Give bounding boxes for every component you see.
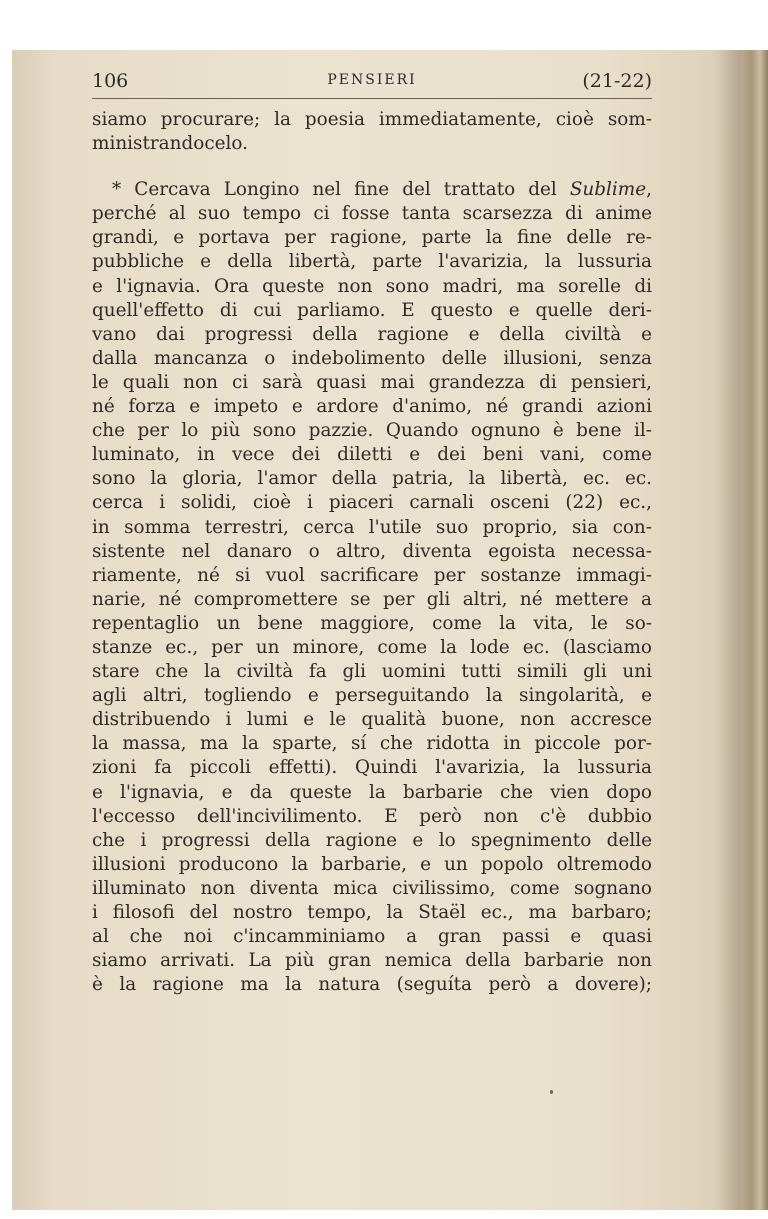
text-line: narie, né compromettere se per gli altri, né mettere a [92, 588, 652, 610]
text-line: agli altri, togliendo e perseguitando la singolarità, e [92, 685, 652, 707]
text-line: è la ragione ma la natura (seguíta però a dovere); [92, 974, 652, 996]
paragraph-longino [92, 178, 652, 997]
text-line: illuminato non diventa mica civilissimo, come sognano [92, 877, 652, 899]
page-number: 106 [92, 70, 129, 92]
text-line: riamente, né si vuol sacrificare per sostanze immagi- [92, 564, 652, 586]
text-line: zioni fa piccoli effetti). Quindi l'avarizia, la lussuria [92, 757, 652, 779]
text-line: la massa, ma la sparte, sí che ridotta in piccole por- [92, 733, 652, 755]
section-reference: (21-22) [582, 70, 652, 92]
text-line: e l'ignavia, e da queste la barbarie che vien dopo [92, 781, 652, 803]
text-line: sistente nel danaro o altro, diventa egoista necessa- [92, 540, 652, 562]
header-rule [92, 98, 652, 99]
text-line: illusioni producono la barbarie, e un popolo oltremodo [92, 853, 652, 875]
page-header [92, 70, 652, 100]
text-line: ministrandocelo. [92, 133, 248, 155]
text-line: siamo arrivati. La più gran nemica della barbarie non [92, 950, 652, 972]
italic-title: Sublime [569, 179, 647, 201]
running-title: PENSIERI [327, 72, 417, 88]
text-line: sono la gloria, l'amor della patria, la libertà, ec. ec. [92, 468, 652, 490]
text-line: i filosofi del nostro tempo, la Staël ec., ma barbaro; [92, 902, 652, 923]
text-line: repentaglio un bene maggiore, come la vita, le so- [92, 612, 652, 634]
text-line: vano dai progressi della ragione e della civiltà e [92, 323, 652, 345]
text-line: pubbliche e della libertà, parte l'avarizia, la lussuria [92, 251, 652, 273]
text-line: in somma terrestri, cerca l'utile suo proprio, sia con- [92, 516, 652, 538]
text-line: al che noi c'incamminiamo a gran passi e quasi [92, 926, 652, 948]
text-line: perché al suo tempo ci fosse tanta scarsezza di anime [92, 203, 652, 225]
text-line: né forza e impeto e ardore d'animo, né grandi azioni [92, 396, 652, 418]
body-text [92, 108, 652, 997]
text-line: che per lo più sono pazzie. Quando ognuno è bene il- [92, 420, 652, 442]
text-line: che i progressi della ragione e lo spegnimento delle [92, 829, 652, 851]
text-line: luminato, in vece dei diletti e dei beni vani, come [92, 444, 652, 466]
text-line: le quali non ci sarà quasi mai grandezza di pensieri, [92, 371, 652, 393]
text-line [92, 178, 652, 202]
text-segment: * Cercava Longino nel fine del trattato del [112, 179, 570, 201]
text-line: quell'effetto di cui parliamo. E questo e quelle deri- [92, 299, 652, 321]
text-line: grandi, e portava per ragione, parte la fine delle re- [92, 227, 652, 249]
text-line: l'eccesso dell'incivilimento. E però non c'è dubbio [92, 805, 652, 827]
text-line: stanze ec., per un minore, come la lode ec. (lasciamo [92, 636, 652, 658]
ink-speck [550, 1090, 553, 1094]
text-line: stare che la civiltà fa gli uomini tutti simili gli uni [92, 661, 652, 683]
text-line: siamo procurare; la poesia immediatamente, cioè som- [92, 109, 652, 130]
text-line: distribuendo i lumi e le qualità buone, non accresce [92, 709, 652, 731]
text-line: dalla mancanza o indebolimento delle illusioni, senza [92, 347, 652, 369]
book-edge [741, 50, 768, 1210]
paragraph-continuation [92, 108, 652, 156]
text-line: e l'ignavia. Ora queste non sono madri, ma sorelle di [92, 275, 652, 297]
text-segment: , [646, 179, 652, 201]
text-line: cerca i solidi, cioè i piaceri carnali osceni (22) ec., [92, 492, 652, 514]
